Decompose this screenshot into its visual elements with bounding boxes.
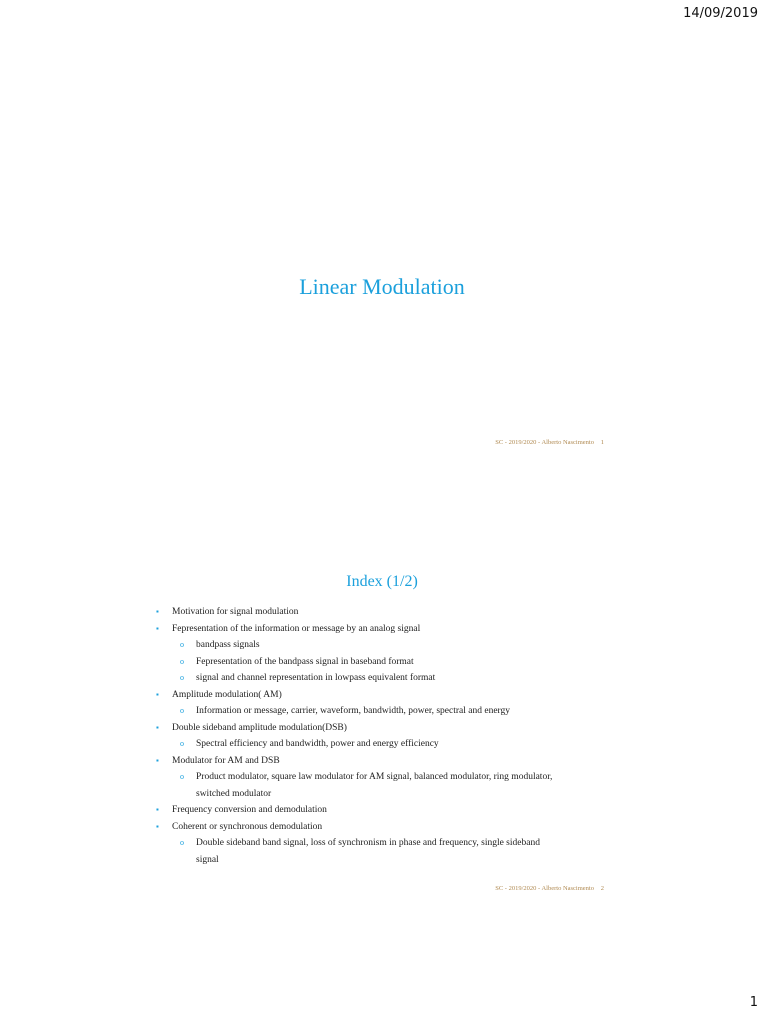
list-subitem bbox=[150, 703, 614, 720]
list-item bbox=[150, 604, 614, 621]
list-item bbox=[150, 819, 614, 836]
list-item-text: Frequency conversion and demodulation bbox=[172, 805, 327, 815]
slide-1-number: 1 bbox=[600, 439, 604, 446]
list-item bbox=[150, 621, 614, 638]
index-list bbox=[150, 604, 614, 868]
list-subitem bbox=[150, 654, 614, 671]
list-item-text: Motivation for signal modulation bbox=[172, 607, 299, 617]
page-date: 14/09/2019 bbox=[683, 6, 758, 21]
list-item bbox=[150, 802, 614, 819]
list-item bbox=[150, 720, 614, 737]
list-subitem bbox=[150, 835, 614, 852]
square-bullet-icon: ▪ bbox=[156, 623, 159, 633]
circle-bullet-icon: o bbox=[180, 706, 184, 715]
square-bullet-icon: ▪ bbox=[156, 607, 159, 616]
circle-bullet-icon: o bbox=[180, 656, 184, 666]
square-bullet-icon: ▪ bbox=[156, 821, 159, 831]
circle-bullet-icon: o bbox=[180, 772, 184, 781]
list-subitem bbox=[150, 637, 614, 654]
slide-1-title: Linear Modulation bbox=[299, 274, 465, 299]
list-item-text: Fepresentation of the information or message by an analog signal bbox=[172, 623, 421, 634]
list-item bbox=[150, 753, 614, 770]
square-bullet-icon: ▪ bbox=[156, 689, 159, 699]
slide-1-footer-text: SC - 2019/2020 - Alberto Nascimento bbox=[495, 439, 594, 446]
list-item-text: switched modulator bbox=[196, 788, 272, 799]
list-item-text: Information or message, carrier, waveform, bandwidth, power, spectral and energy bbox=[196, 706, 511, 716]
slide-2-title: Index (1/2) bbox=[346, 573, 418, 590]
list-item-text: bandpass signals bbox=[196, 640, 260, 650]
list-item-text: signal bbox=[196, 854, 219, 865]
circle-bullet-icon: o bbox=[180, 838, 184, 847]
circle-bullet-icon: o bbox=[180, 739, 184, 748]
circle-bullet-icon: o bbox=[180, 640, 184, 649]
slide-2 bbox=[150, 560, 614, 900]
list-item-text: Coherent or synchronous demodulation bbox=[172, 821, 323, 832]
square-bullet-icon: ▪ bbox=[156, 722, 159, 732]
list-subitem bbox=[150, 769, 614, 786]
list-item-text: Amplitude modulation( AM) bbox=[172, 689, 282, 700]
list-item-text: Spectral efficiency and bandwidth, power and energy efficiency bbox=[196, 739, 439, 749]
list-subitem-continuation bbox=[150, 786, 614, 803]
list-item-text: Fepresentation of the bandpass signal in baseband format bbox=[196, 656, 414, 667]
list-item-text: Product modulator, square law modulator for AM signal, balanced modulator, ring modulator, bbox=[196, 772, 553, 782]
slide-2-footer-text: SC - 2019/2020 - Alberto Nascimento bbox=[495, 885, 594, 892]
list-item-text: Double sideband band signal, loss of synchronism in phase and frequency, single sideband bbox=[196, 838, 540, 848]
list-item-text: Modulator for AM and DSB bbox=[172, 755, 280, 766]
list-item bbox=[150, 687, 614, 704]
slide-1 bbox=[150, 60, 614, 460]
page-number: 1 bbox=[749, 995, 758, 1010]
square-bullet-icon: ▪ bbox=[156, 805, 159, 814]
list-subitem bbox=[150, 736, 614, 753]
square-bullet-icon: ▪ bbox=[156, 755, 159, 765]
circle-bullet-icon: o bbox=[180, 673, 184, 682]
list-subitem-continuation bbox=[150, 852, 614, 869]
list-item-text: Double sideband amplitude modulation(DSB) bbox=[172, 722, 347, 733]
list-subitem bbox=[150, 670, 614, 687]
list-item-text: signal and channel representation in lowpass equivalent format bbox=[196, 673, 436, 683]
slide-2-number: 2 bbox=[600, 885, 604, 892]
